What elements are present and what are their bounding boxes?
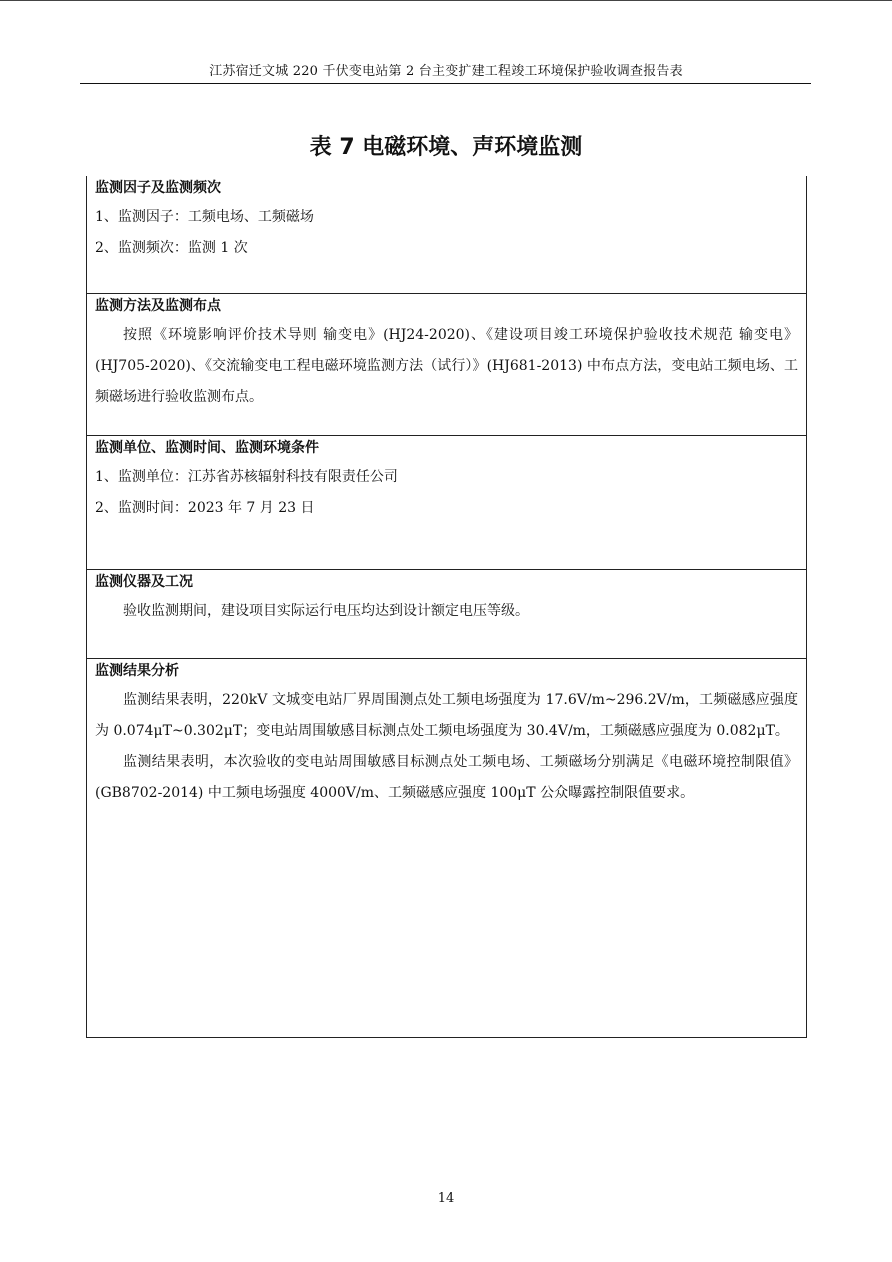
section-method [87, 293, 806, 435]
section-heading: 监测结果分析 [95, 663, 179, 679]
body-paragraph: 监测结果表明，本次验收的变电站周围敏感目标测点处工频电场、工频磁场分别满足《电磁环境控制限值》(GB8702-2014) 中工频电场强度 4000V/m、工频磁感应强度 100μT 公众曝露控制限值要求。 [95, 754, 798, 801]
page-title: 表 7 电磁环境、声环境监测 [309, 135, 583, 160]
section-heading: 监测仪器及工况 [95, 574, 193, 590]
section-heading: 监测方法及监测布点 [95, 298, 221, 314]
list-item: 1、监测单位：江苏省苏核辐射科技有限责任公司 [95, 469, 398, 485]
running-header: 江苏宿迁文城 220 千伏变电站第 2 台主变扩建工程竣工环境保护验收调查报告表 [209, 64, 683, 79]
body-paragraph: 验收监测期间，建设项目实际运行电压均达到设计额定电压等级。 [123, 603, 529, 619]
section-unit-time [87, 435, 806, 569]
list-item: 2、监测时间：2023 年 7 月 23 日 [95, 500, 315, 516]
body-paragraph: 监测结果表明，220kV 文城变电站厂界周围测点处工频电场强度为 17.6V/m~296.2V/m，工频磁感应强度为 0.074μT~0.302μT；变电站周围敏感目标测点处工频电场强度为 30.4V/m，工频磁感应强度为 0.082μT。 [95, 692, 798, 739]
page-number: 14 [437, 1191, 455, 1206]
section-results [87, 658, 806, 1037]
list-item: 1、监测因子：工频电场、工频磁场 [95, 209, 314, 225]
section-factors [87, 176, 806, 293]
header-rule [80, 83, 811, 84]
monitoring-form-table [86, 176, 807, 1038]
body-paragraph: 按照《环境影响评价技术导则 输变电》(HJ24-2020)、《建设项目竣工环境保护验收技术规范 输变电》(HJ705-2020)、《交流输变电工程电磁环境监测方法（试行）》(HJ681-2013) 中布点方法，变电站工频电场、工频磁场进行验收监测布点。 [95, 327, 798, 405]
page-top-edge [0, 0, 892, 1]
section-instruments [87, 569, 806, 658]
section-heading: 监测因子及监测频次 [95, 180, 221, 196]
list-item: 2、监测频次：监测 1 次 [95, 240, 248, 256]
section-heading: 监测单位、监测时间、监测环境条件 [95, 440, 319, 456]
